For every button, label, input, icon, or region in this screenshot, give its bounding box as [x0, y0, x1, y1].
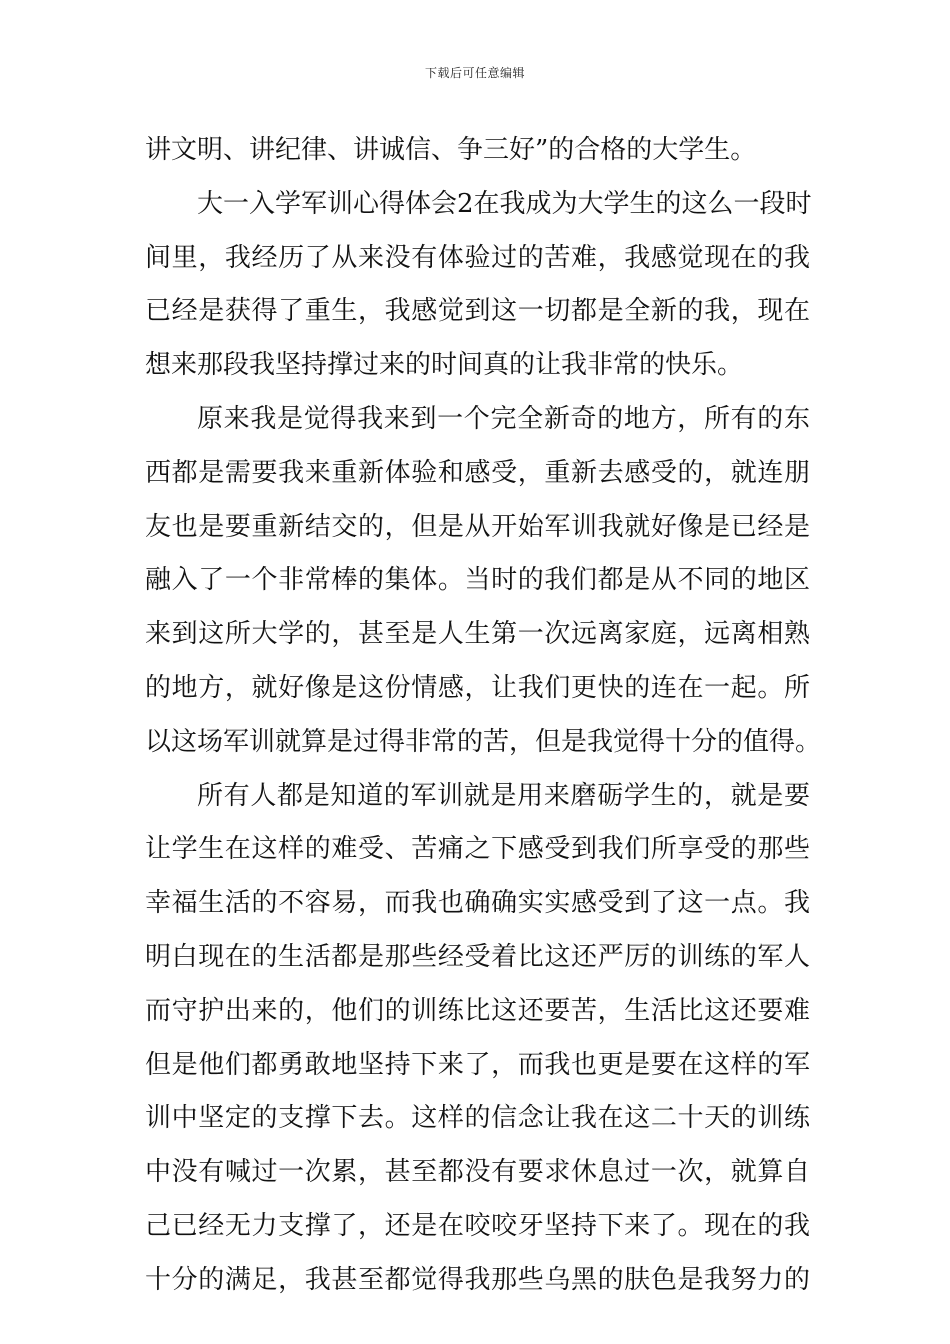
text-line: 大一入学军训心得体会2在我成为大学生的这么一段时	[197, 188, 812, 219]
text-line: 间里，我经历了从来没有体验过的苦难，我感觉现在的我	[145, 242, 810, 273]
page-header: 下载后可任意编辑	[424, 66, 525, 80]
text-line: 友也是要重新结交的，但是从开始军训我就好像是已经是	[145, 511, 810, 542]
text-line: 已经是获得了重生，我感觉到这一切都是全新的我，现在	[145, 296, 810, 327]
text-line: 的地方，就好像是这份情感，让我们更快的连在一起。所	[145, 672, 810, 703]
text-line: 原来我是觉得我来到一个完全新奇的地方，所有的东	[197, 403, 810, 434]
text-line: 想来那段我坚持撑过来的时间真的让我非常的快乐。	[145, 350, 744, 381]
text-line: 西都是需要我来重新体验和感受，重新去感受的，就连朋	[145, 457, 810, 488]
text-line: 明白现在的生活都是那些经受着比这还严厉的训练的军人	[145, 941, 810, 972]
text-line: 训中坚定的支撑下去。这样的信念让我在这二十天的训练	[145, 1103, 810, 1134]
text-line: 幸福生活的不容易，而我也确确实实感受到了这一点。我	[145, 888, 810, 919]
text-line: 讲文明、讲纪律、讲诚信、争三好”的合格的大学生。	[145, 135, 757, 165]
text-line: 中没有喊过一次累，甚至都没有要求休息过一次，就算自	[145, 1157, 810, 1188]
document-body	[145, 124, 822, 1308]
text-line: 来到这所大学的，甚至是人生第一次远离家庭，远离相熟	[145, 619, 810, 650]
text-line: 但是他们都勇敢地坚持下来了，而我也更是要在这样的军	[145, 1049, 810, 1080]
text-line: 己已经无力支撑了，还是在咬咬牙坚持下来了。现在的我	[145, 1210, 810, 1241]
text-line: 融入了一个非常棒的集体。当时的我们都是从不同的地区	[145, 565, 810, 596]
text-line: 而守护出来的，他们的训练比这还要苦，生活比这还要难	[145, 995, 810, 1026]
text-line: 让学生在这样的难受、苦痛之下感受到我们所享受的那些	[145, 834, 810, 865]
text-line: 以这场军训就算是过得非常的苦，但是我觉得十分的值得。	[145, 726, 822, 757]
text-line: 所有人都是知道的军训就是用来磨砺学生的，就是要	[197, 780, 810, 811]
text-line: 十分的满足，我甚至都觉得我那些乌黑的肤色是我努力的	[145, 1264, 810, 1295]
